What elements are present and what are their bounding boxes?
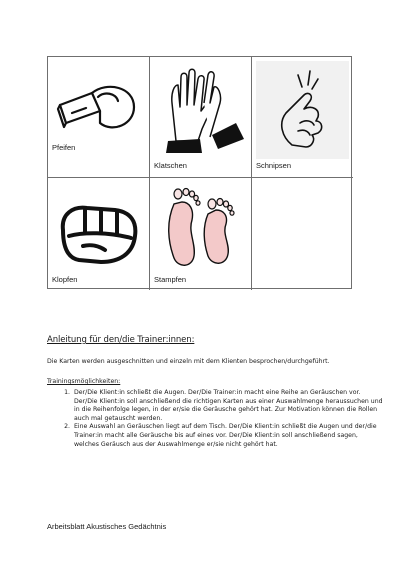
training-steps-list — [47, 389, 384, 449]
card-empty — [252, 178, 353, 290]
footprints-icon — [158, 182, 244, 270]
worksheet-footer: Arbeitsblatt Akustisches Gedächtnis — [47, 522, 167, 531]
card-label: Klatschen — [154, 161, 187, 170]
card-pfeifen — [48, 57, 150, 178]
list-item: 2. Eine Auswahl an Geräuschen liegt auf dem Tisch. Der/Die Klient:in schließt die Augen und der/die Trainer:in macht alle Geräusche bis auf eines vor. Der/Die Klient:in soll anschließend sagen, welches Geräusch aus der Auswahlmenge er/sie nicht gehört hat. — [72, 423, 384, 449]
list-item: 1. Der/Die Klient:in schließt die Augen. Der/Die Trainer:in macht eine Reihe an Geräuschen vor. Der/Die Klient:in soll anschließend die richtigen Karten aus einer Auswahlmenge heraussuchen und in die Reihenfolge legen, in der er/sie die Geräusche gehört hat. Zur Motivation können die Rollen auch mal getauscht werden. — [72, 389, 384, 423]
instructions-heading: Anleitung für den/die Trainer:innen: — [47, 335, 195, 345]
card-schnipsen — [252, 57, 353, 178]
card-label: Klopfen — [52, 275, 78, 284]
instructions-intro: Die Karten werden ausgeschnitten und einzeln mit dem Klienten besprochen/durchgeführt. — [47, 358, 330, 365]
card-klatschen — [150, 57, 252, 178]
finger-snap-icon — [264, 65, 344, 155]
whistle-icon — [52, 65, 144, 137]
clapping-hands-icon — [154, 63, 246, 155]
card-label: Schnipsen — [256, 161, 292, 170]
card-stampfen — [150, 178, 252, 290]
card-label: Pfeifen — [52, 143, 76, 152]
card-klopfen — [48, 178, 150, 290]
card-grid — [47, 56, 352, 289]
training-options-heading: Trainingsmöglichkeiten: — [47, 378, 121, 385]
card-label: Stampfen — [154, 275, 187, 284]
fist-knock-icon — [53, 200, 143, 268]
